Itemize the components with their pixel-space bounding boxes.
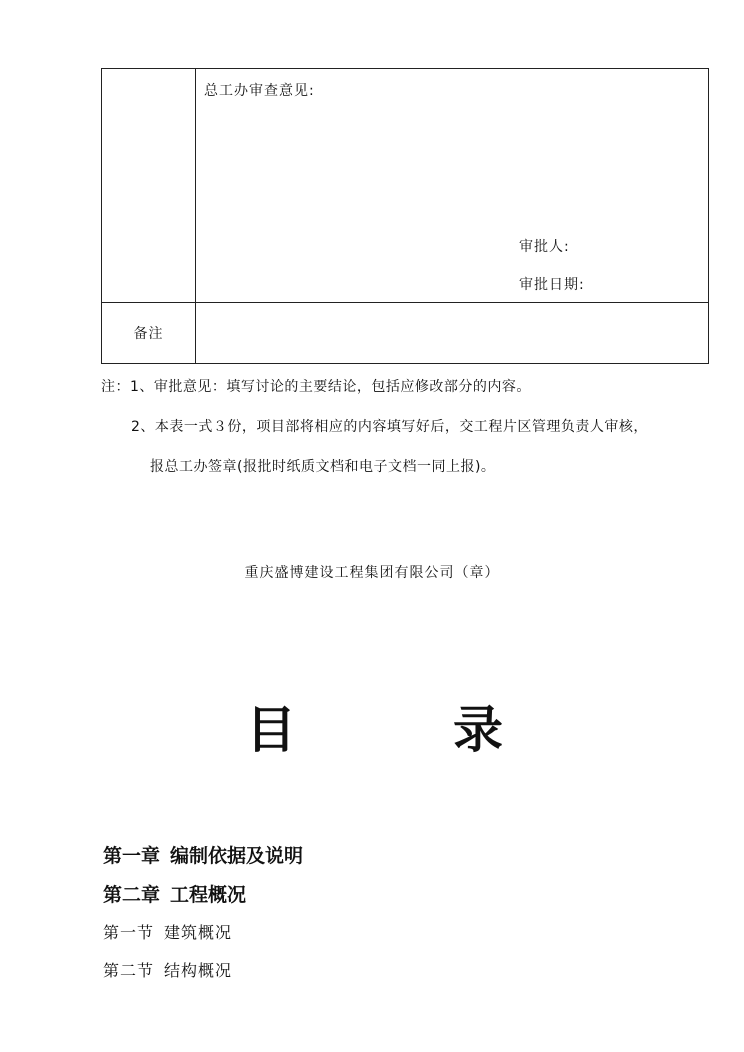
remark-label: 备注 [102, 303, 196, 364]
approver-label: 审批人: [519, 239, 570, 255]
note-line-2: 2、本表一式３份，项目部将相应的内容填写好后，交工程片区管理负责人审核， [131, 419, 648, 435]
note-line-1: 注：1、审批意见：填写讨论的主要结论，包括应修改部分的内容。 [101, 379, 531, 395]
opinion-left-cell [102, 69, 196, 303]
toc-item-title: 工程概况 [170, 884, 247, 906]
remark-row [102, 303, 709, 364]
toc-item-title: 编制依据及说明 [170, 845, 304, 867]
note-line-3: 报总工办签章(报批时纸质文档和电子文档一同上报)。 [150, 459, 496, 475]
opinion-row [102, 69, 709, 303]
toc-item[interactable] [103, 880, 246, 907]
toc-item-title: 建筑概况 [164, 923, 233, 942]
toc-item-number: 第二章 [103, 884, 161, 906]
review-table [101, 68, 709, 364]
toc-title-part2: 录 [453, 701, 503, 759]
company-stamp-line: 重庆盛博建设工程集团有限公司（章） [244, 565, 500, 581]
toc-item-number: 第一章 [103, 845, 161, 867]
toc-item-number: 第一节 [103, 923, 155, 942]
toc-item[interactable] [103, 958, 232, 981]
approve-date-label: 审批日期: [519, 277, 585, 293]
toc-item[interactable] [103, 841, 303, 868]
opinion-label: 总工办审查意见: [204, 83, 315, 99]
toc-item-title: 结构概况 [164, 961, 233, 980]
toc-title-part1: 目 [246, 701, 296, 759]
toc-item-number: 第二节 [103, 961, 155, 980]
toc-item[interactable] [103, 920, 232, 943]
remark-value-cell [196, 303, 709, 364]
opinion-cell [196, 69, 709, 303]
